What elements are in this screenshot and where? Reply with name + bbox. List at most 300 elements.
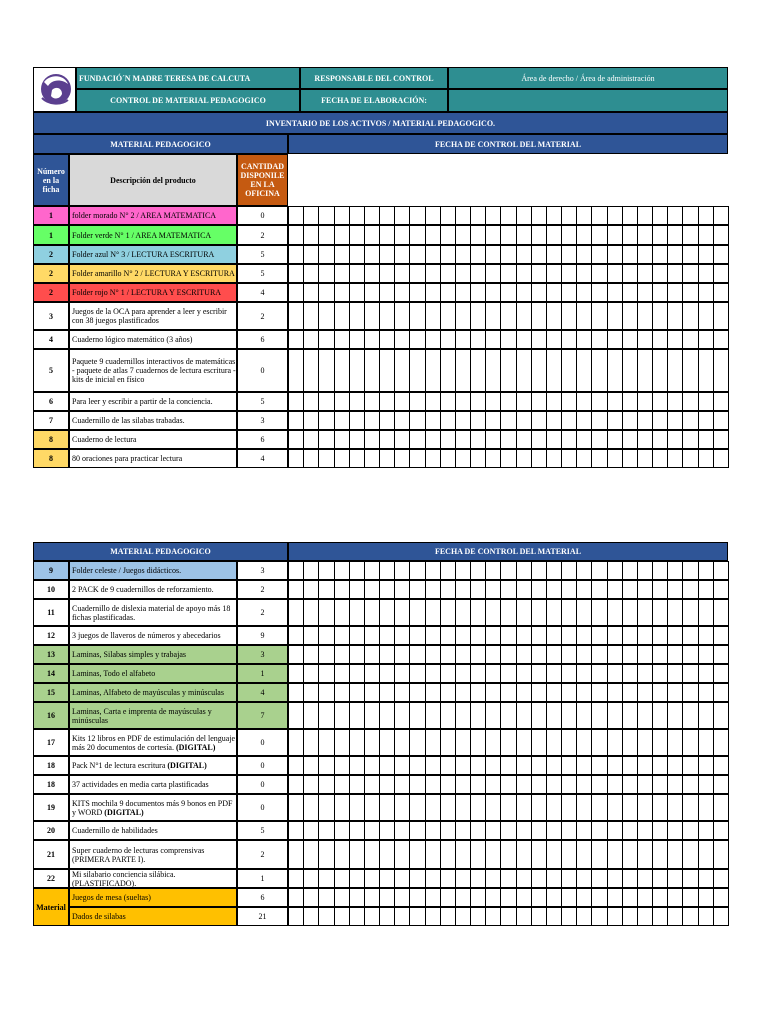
row-date-cell[interactable] xyxy=(364,907,380,926)
row-date-cell[interactable] xyxy=(637,702,653,729)
row-date-cell[interactable] xyxy=(455,330,471,349)
row-date-cell[interactable] xyxy=(379,729,395,756)
row-date-cell[interactable] xyxy=(698,561,714,580)
row-date-cell[interactable] xyxy=(637,907,653,926)
row-date-cell[interactable] xyxy=(379,664,395,683)
row-date-cell[interactable] xyxy=(561,907,577,926)
row-date-cell[interactable] xyxy=(334,775,350,794)
row-date-cell[interactable] xyxy=(440,283,456,302)
row-date-cell[interactable] xyxy=(364,645,380,664)
row-date-cell[interactable] xyxy=(516,756,532,775)
row-date-cell[interactable] xyxy=(349,245,365,264)
row-date-cell[interactable] xyxy=(303,392,319,411)
row-date-cell[interactable] xyxy=(607,283,623,302)
row-date-cell[interactable] xyxy=(364,702,380,729)
row-date-cell[interactable] xyxy=(576,302,592,330)
row-date-cell[interactable] xyxy=(561,392,577,411)
row-date-cell[interactable] xyxy=(682,264,698,283)
row-date-cell[interactable] xyxy=(470,907,486,926)
row-date-cell[interactable] xyxy=(622,888,638,907)
row-date-cell[interactable] xyxy=(622,561,638,580)
row-date-cell[interactable] xyxy=(349,392,365,411)
row-date-cell[interactable] xyxy=(652,907,668,926)
row-date-cell[interactable] xyxy=(334,580,350,599)
row-date-cell[interactable] xyxy=(334,794,350,821)
row-date-cell[interactable] xyxy=(682,225,698,245)
row-date-cell[interactable] xyxy=(682,756,698,775)
row-date-cell[interactable] xyxy=(652,392,668,411)
row-date-cell[interactable] xyxy=(637,888,653,907)
row-date-cell[interactable] xyxy=(334,283,350,302)
row-date-cell[interactable] xyxy=(546,330,562,349)
row-date-cell[interactable] xyxy=(500,349,516,392)
row-date-cell[interactable] xyxy=(698,264,714,283)
row-date-cell[interactable] xyxy=(425,683,441,702)
row-date-cell[interactable] xyxy=(667,599,683,626)
row-date-cell[interactable] xyxy=(622,683,638,702)
row-date-cell[interactable] xyxy=(682,729,698,756)
row-date-cell[interactable] xyxy=(713,756,729,775)
row-date-cell[interactable] xyxy=(455,664,471,683)
row-date-cell[interactable] xyxy=(379,206,395,225)
row-date-cell[interactable] xyxy=(394,869,410,888)
row-date-cell[interactable] xyxy=(607,840,623,869)
row-date-cell[interactable] xyxy=(713,561,729,580)
row-date-cell[interactable] xyxy=(500,645,516,664)
row-date-cell[interactable] xyxy=(409,283,425,302)
row-date-cell[interactable] xyxy=(364,888,380,907)
row-date-cell[interactable] xyxy=(637,561,653,580)
row-date-cell[interactable] xyxy=(698,449,714,468)
row-date-cell[interactable] xyxy=(288,794,304,821)
row-date-cell[interactable] xyxy=(682,840,698,869)
row-date-cell[interactable] xyxy=(409,840,425,869)
row-date-cell[interactable] xyxy=(364,580,380,599)
row-date-cell[interactable] xyxy=(394,430,410,449)
row-date-cell[interactable] xyxy=(379,599,395,626)
row-date-cell[interactable] xyxy=(713,392,729,411)
row-date-cell[interactable] xyxy=(682,869,698,888)
row-date-cell[interactable] xyxy=(364,756,380,775)
row-date-cell[interactable] xyxy=(652,645,668,664)
row-date-cell[interactable] xyxy=(500,225,516,245)
row-date-cell[interactable] xyxy=(303,907,319,926)
row-date-cell[interactable] xyxy=(349,330,365,349)
row-date-cell[interactable] xyxy=(591,411,607,430)
row-date-cell[interactable] xyxy=(713,821,729,840)
row-date-cell[interactable] xyxy=(607,794,623,821)
row-date-cell[interactable] xyxy=(637,449,653,468)
row-date-cell[interactable] xyxy=(622,580,638,599)
row-date-cell[interactable] xyxy=(288,626,304,645)
row-date-cell[interactable] xyxy=(607,206,623,225)
row-date-cell[interactable] xyxy=(425,349,441,392)
row-date-cell[interactable] xyxy=(334,430,350,449)
row-date-cell[interactable] xyxy=(288,225,304,245)
row-date-cell[interactable] xyxy=(698,907,714,926)
row-date-cell[interactable] xyxy=(652,664,668,683)
row-date-cell[interactable] xyxy=(394,283,410,302)
row-date-cell[interactable] xyxy=(425,729,441,756)
row-date-cell[interactable] xyxy=(500,411,516,430)
row-date-cell[interactable] xyxy=(576,729,592,756)
row-date-cell[interactable] xyxy=(455,599,471,626)
row-date-cell[interactable] xyxy=(425,206,441,225)
row-date-cell[interactable] xyxy=(364,330,380,349)
row-date-cell[interactable] xyxy=(318,283,334,302)
row-date-cell[interactable] xyxy=(318,756,334,775)
row-date-cell[interactable] xyxy=(622,264,638,283)
row-date-cell[interactable] xyxy=(667,756,683,775)
row-date-cell[interactable] xyxy=(349,264,365,283)
row-date-cell[interactable] xyxy=(607,626,623,645)
row-date-cell[interactable] xyxy=(440,821,456,840)
row-date-cell[interactable] xyxy=(334,349,350,392)
row-date-cell[interactable] xyxy=(667,561,683,580)
row-date-cell[interactable] xyxy=(591,775,607,794)
row-date-cell[interactable] xyxy=(394,245,410,264)
row-date-cell[interactable] xyxy=(546,349,562,392)
row-date-cell[interactable] xyxy=(667,888,683,907)
row-date-cell[interactable] xyxy=(531,626,547,645)
row-date-cell[interactable] xyxy=(288,702,304,729)
row-date-cell[interactable] xyxy=(667,206,683,225)
row-date-cell[interactable] xyxy=(591,392,607,411)
row-date-cell[interactable] xyxy=(470,411,486,430)
row-date-cell[interactable] xyxy=(318,561,334,580)
row-date-cell[interactable] xyxy=(455,888,471,907)
row-date-cell[interactable] xyxy=(652,702,668,729)
row-date-cell[interactable] xyxy=(698,775,714,794)
row-date-cell[interactable] xyxy=(364,561,380,580)
row-date-cell[interactable] xyxy=(425,245,441,264)
row-date-cell[interactable] xyxy=(455,775,471,794)
row-date-cell[interactable] xyxy=(637,599,653,626)
row-date-cell[interactable] xyxy=(288,756,304,775)
row-date-cell[interactable] xyxy=(455,430,471,449)
row-date-cell[interactable] xyxy=(364,664,380,683)
row-date-cell[interactable] xyxy=(637,580,653,599)
row-date-cell[interactable] xyxy=(485,392,501,411)
row-date-cell[interactable] xyxy=(500,840,516,869)
row-date-cell[interactable] xyxy=(455,561,471,580)
row-date-cell[interactable] xyxy=(546,794,562,821)
row-date-cell[interactable] xyxy=(546,411,562,430)
row-date-cell[interactable] xyxy=(455,283,471,302)
row-date-cell[interactable] xyxy=(394,702,410,729)
row-date-cell[interactable] xyxy=(394,580,410,599)
row-date-cell[interactable] xyxy=(516,225,532,245)
row-date-cell[interactable] xyxy=(470,840,486,869)
row-date-cell[interactable] xyxy=(531,840,547,869)
row-date-cell[interactable] xyxy=(667,430,683,449)
row-date-cell[interactable] xyxy=(318,264,334,283)
row-date-cell[interactable] xyxy=(409,702,425,729)
row-date-cell[interactable] xyxy=(425,430,441,449)
row-date-cell[interactable] xyxy=(379,907,395,926)
row-date-cell[interactable] xyxy=(516,245,532,264)
row-date-cell[interactable] xyxy=(561,225,577,245)
row-date-cell[interactable] xyxy=(531,449,547,468)
row-date-cell[interactable] xyxy=(394,349,410,392)
row-date-cell[interactable] xyxy=(485,626,501,645)
row-date-cell[interactable] xyxy=(516,794,532,821)
row-date-cell[interactable] xyxy=(349,683,365,702)
row-date-cell[interactable] xyxy=(591,599,607,626)
row-date-cell[interactable] xyxy=(546,430,562,449)
row-date-cell[interactable] xyxy=(561,302,577,330)
row-date-cell[interactable] xyxy=(470,756,486,775)
row-date-cell[interactable] xyxy=(682,349,698,392)
row-date-cell[interactable] xyxy=(303,580,319,599)
row-date-cell[interactable] xyxy=(682,330,698,349)
row-date-cell[interactable] xyxy=(470,821,486,840)
row-date-cell[interactable] xyxy=(713,599,729,626)
row-date-cell[interactable] xyxy=(652,869,668,888)
row-date-cell[interactable] xyxy=(485,561,501,580)
row-date-cell[interactable] xyxy=(576,645,592,664)
row-date-cell[interactable] xyxy=(455,756,471,775)
row-date-cell[interactable] xyxy=(713,225,729,245)
row-date-cell[interactable] xyxy=(713,888,729,907)
row-date-cell[interactable] xyxy=(607,449,623,468)
row-date-cell[interactable] xyxy=(531,330,547,349)
row-date-cell[interactable] xyxy=(622,411,638,430)
row-date-cell[interactable] xyxy=(364,794,380,821)
row-date-cell[interactable] xyxy=(652,599,668,626)
row-date-cell[interactable] xyxy=(425,302,441,330)
row-date-cell[interactable] xyxy=(622,869,638,888)
row-date-cell[interactable] xyxy=(303,245,319,264)
row-date-cell[interactable] xyxy=(303,794,319,821)
row-date-cell[interactable] xyxy=(394,664,410,683)
row-date-cell[interactable] xyxy=(394,840,410,869)
row-date-cell[interactable] xyxy=(409,411,425,430)
row-date-cell[interactable] xyxy=(667,794,683,821)
row-date-cell[interactable] xyxy=(288,283,304,302)
row-date-cell[interactable] xyxy=(318,411,334,430)
row-date-cell[interactable] xyxy=(394,225,410,245)
row-date-cell[interactable] xyxy=(409,907,425,926)
row-date-cell[interactable] xyxy=(591,702,607,729)
row-date-cell[interactable] xyxy=(667,392,683,411)
row-date-cell[interactable] xyxy=(591,330,607,349)
row-date-cell[interactable] xyxy=(303,683,319,702)
row-date-cell[interactable] xyxy=(546,302,562,330)
row-date-cell[interactable] xyxy=(500,283,516,302)
row-date-cell[interactable] xyxy=(652,302,668,330)
row-date-cell[interactable] xyxy=(698,580,714,599)
row-date-cell[interactable] xyxy=(364,840,380,869)
row-date-cell[interactable] xyxy=(652,888,668,907)
row-date-cell[interactable] xyxy=(455,580,471,599)
row-date-cell[interactable] xyxy=(607,729,623,756)
row-date-cell[interactable] xyxy=(591,349,607,392)
row-date-cell[interactable] xyxy=(485,840,501,869)
row-date-cell[interactable] xyxy=(440,840,456,869)
row-date-cell[interactable] xyxy=(637,664,653,683)
row-date-cell[interactable] xyxy=(318,349,334,392)
row-date-cell[interactable] xyxy=(303,283,319,302)
row-date-cell[interactable] xyxy=(561,645,577,664)
row-date-cell[interactable] xyxy=(531,283,547,302)
row-date-cell[interactable] xyxy=(455,869,471,888)
row-date-cell[interactable] xyxy=(622,330,638,349)
row-date-cell[interactable] xyxy=(318,729,334,756)
row-date-cell[interactable] xyxy=(546,580,562,599)
row-date-cell[interactable] xyxy=(546,907,562,926)
row-date-cell[interactable] xyxy=(576,449,592,468)
row-date-cell[interactable] xyxy=(713,664,729,683)
row-date-cell[interactable] xyxy=(409,794,425,821)
row-date-cell[interactable] xyxy=(440,599,456,626)
row-date-cell[interactable] xyxy=(334,599,350,626)
row-date-cell[interactable] xyxy=(622,645,638,664)
row-date-cell[interactable] xyxy=(288,302,304,330)
row-date-cell[interactable] xyxy=(409,206,425,225)
row-date-cell[interactable] xyxy=(682,821,698,840)
row-date-cell[interactable] xyxy=(516,775,532,794)
row-date-cell[interactable] xyxy=(576,264,592,283)
row-date-cell[interactable] xyxy=(425,392,441,411)
row-date-cell[interactable] xyxy=(546,264,562,283)
row-date-cell[interactable] xyxy=(667,449,683,468)
row-date-cell[interactable] xyxy=(713,264,729,283)
row-date-cell[interactable] xyxy=(425,645,441,664)
row-date-cell[interactable] xyxy=(516,840,532,869)
row-date-cell[interactable] xyxy=(349,702,365,729)
row-date-cell[interactable] xyxy=(334,449,350,468)
row-date-cell[interactable] xyxy=(667,245,683,264)
row-date-cell[interactable] xyxy=(667,349,683,392)
row-date-cell[interactable] xyxy=(531,245,547,264)
row-date-cell[interactable] xyxy=(561,664,577,683)
row-date-cell[interactable] xyxy=(546,283,562,302)
row-date-cell[interactable] xyxy=(591,430,607,449)
row-date-cell[interactable] xyxy=(576,756,592,775)
row-date-cell[interactable] xyxy=(713,869,729,888)
row-date-cell[interactable] xyxy=(713,794,729,821)
row-date-cell[interactable] xyxy=(455,411,471,430)
row-date-cell[interactable] xyxy=(713,702,729,729)
row-date-cell[interactable] xyxy=(425,580,441,599)
row-date-cell[interactable] xyxy=(425,702,441,729)
row-date-cell[interactable] xyxy=(303,702,319,729)
row-date-cell[interactable] xyxy=(607,907,623,926)
row-date-cell[interactable] xyxy=(455,392,471,411)
row-date-cell[interactable] xyxy=(652,449,668,468)
row-date-cell[interactable] xyxy=(576,626,592,645)
row-date-cell[interactable] xyxy=(303,775,319,794)
row-date-cell[interactable] xyxy=(576,561,592,580)
row-date-cell[interactable] xyxy=(576,580,592,599)
row-date-cell[interactable] xyxy=(561,683,577,702)
row-date-cell[interactable] xyxy=(485,729,501,756)
row-date-cell[interactable] xyxy=(713,349,729,392)
row-date-cell[interactable] xyxy=(470,330,486,349)
row-date-cell[interactable] xyxy=(470,729,486,756)
row-date-cell[interactable] xyxy=(622,775,638,794)
row-date-cell[interactable] xyxy=(288,561,304,580)
row-date-cell[interactable] xyxy=(682,245,698,264)
row-date-cell[interactable] xyxy=(455,729,471,756)
row-date-cell[interactable] xyxy=(561,775,577,794)
row-date-cell[interactable] xyxy=(561,264,577,283)
row-date-cell[interactable] xyxy=(713,283,729,302)
row-date-cell[interactable] xyxy=(440,225,456,245)
row-date-cell[interactable] xyxy=(379,411,395,430)
row-date-cell[interactable] xyxy=(470,430,486,449)
row-date-cell[interactable] xyxy=(364,449,380,468)
row-date-cell[interactable] xyxy=(440,683,456,702)
row-date-cell[interactable] xyxy=(622,206,638,225)
row-date-cell[interactable] xyxy=(652,561,668,580)
row-date-cell[interactable] xyxy=(318,206,334,225)
row-date-cell[interactable] xyxy=(500,599,516,626)
row-date-cell[interactable] xyxy=(288,840,304,869)
row-date-cell[interactable] xyxy=(379,821,395,840)
row-date-cell[interactable] xyxy=(622,449,638,468)
row-date-cell[interactable] xyxy=(667,302,683,330)
row-date-cell[interactable] xyxy=(303,330,319,349)
row-date-cell[interactable] xyxy=(425,330,441,349)
row-date-cell[interactable] xyxy=(334,626,350,645)
row-date-cell[interactable] xyxy=(425,756,441,775)
row-date-cell[interactable] xyxy=(713,330,729,349)
row-date-cell[interactable] xyxy=(364,430,380,449)
row-date-cell[interactable] xyxy=(607,349,623,392)
row-date-cell[interactable] xyxy=(485,245,501,264)
row-date-cell[interactable] xyxy=(682,683,698,702)
row-date-cell[interactable] xyxy=(576,775,592,794)
row-date-cell[interactable] xyxy=(546,626,562,645)
row-date-cell[interactable] xyxy=(379,683,395,702)
row-date-cell[interactable] xyxy=(713,840,729,869)
row-date-cell[interactable] xyxy=(546,756,562,775)
row-date-cell[interactable] xyxy=(500,664,516,683)
row-date-cell[interactable] xyxy=(652,794,668,821)
row-date-cell[interactable] xyxy=(698,664,714,683)
row-date-cell[interactable] xyxy=(303,869,319,888)
row-date-cell[interactable] xyxy=(682,664,698,683)
row-date-cell[interactable] xyxy=(622,756,638,775)
row-date-cell[interactable] xyxy=(637,729,653,756)
row-date-cell[interactable] xyxy=(303,449,319,468)
row-date-cell[interactable] xyxy=(531,683,547,702)
row-date-cell[interactable] xyxy=(334,729,350,756)
row-date-cell[interactable] xyxy=(698,411,714,430)
row-date-cell[interactable] xyxy=(440,449,456,468)
row-date-cell[interactable] xyxy=(682,702,698,729)
row-date-cell[interactable] xyxy=(682,411,698,430)
row-date-cell[interactable] xyxy=(576,245,592,264)
row-date-cell[interactable] xyxy=(334,225,350,245)
row-date-cell[interactable] xyxy=(561,599,577,626)
row-date-cell[interactable] xyxy=(425,840,441,869)
row-date-cell[interactable] xyxy=(318,821,334,840)
row-date-cell[interactable] xyxy=(318,599,334,626)
row-date-cell[interactable] xyxy=(318,449,334,468)
row-date-cell[interactable] xyxy=(516,821,532,840)
row-date-cell[interactable] xyxy=(682,561,698,580)
row-date-cell[interactable] xyxy=(455,264,471,283)
row-date-cell[interactable] xyxy=(318,664,334,683)
row-date-cell[interactable] xyxy=(288,869,304,888)
row-date-cell[interactable] xyxy=(379,245,395,264)
row-date-cell[interactable] xyxy=(516,599,532,626)
row-date-cell[interactable] xyxy=(561,245,577,264)
row-date-cell[interactable] xyxy=(591,907,607,926)
